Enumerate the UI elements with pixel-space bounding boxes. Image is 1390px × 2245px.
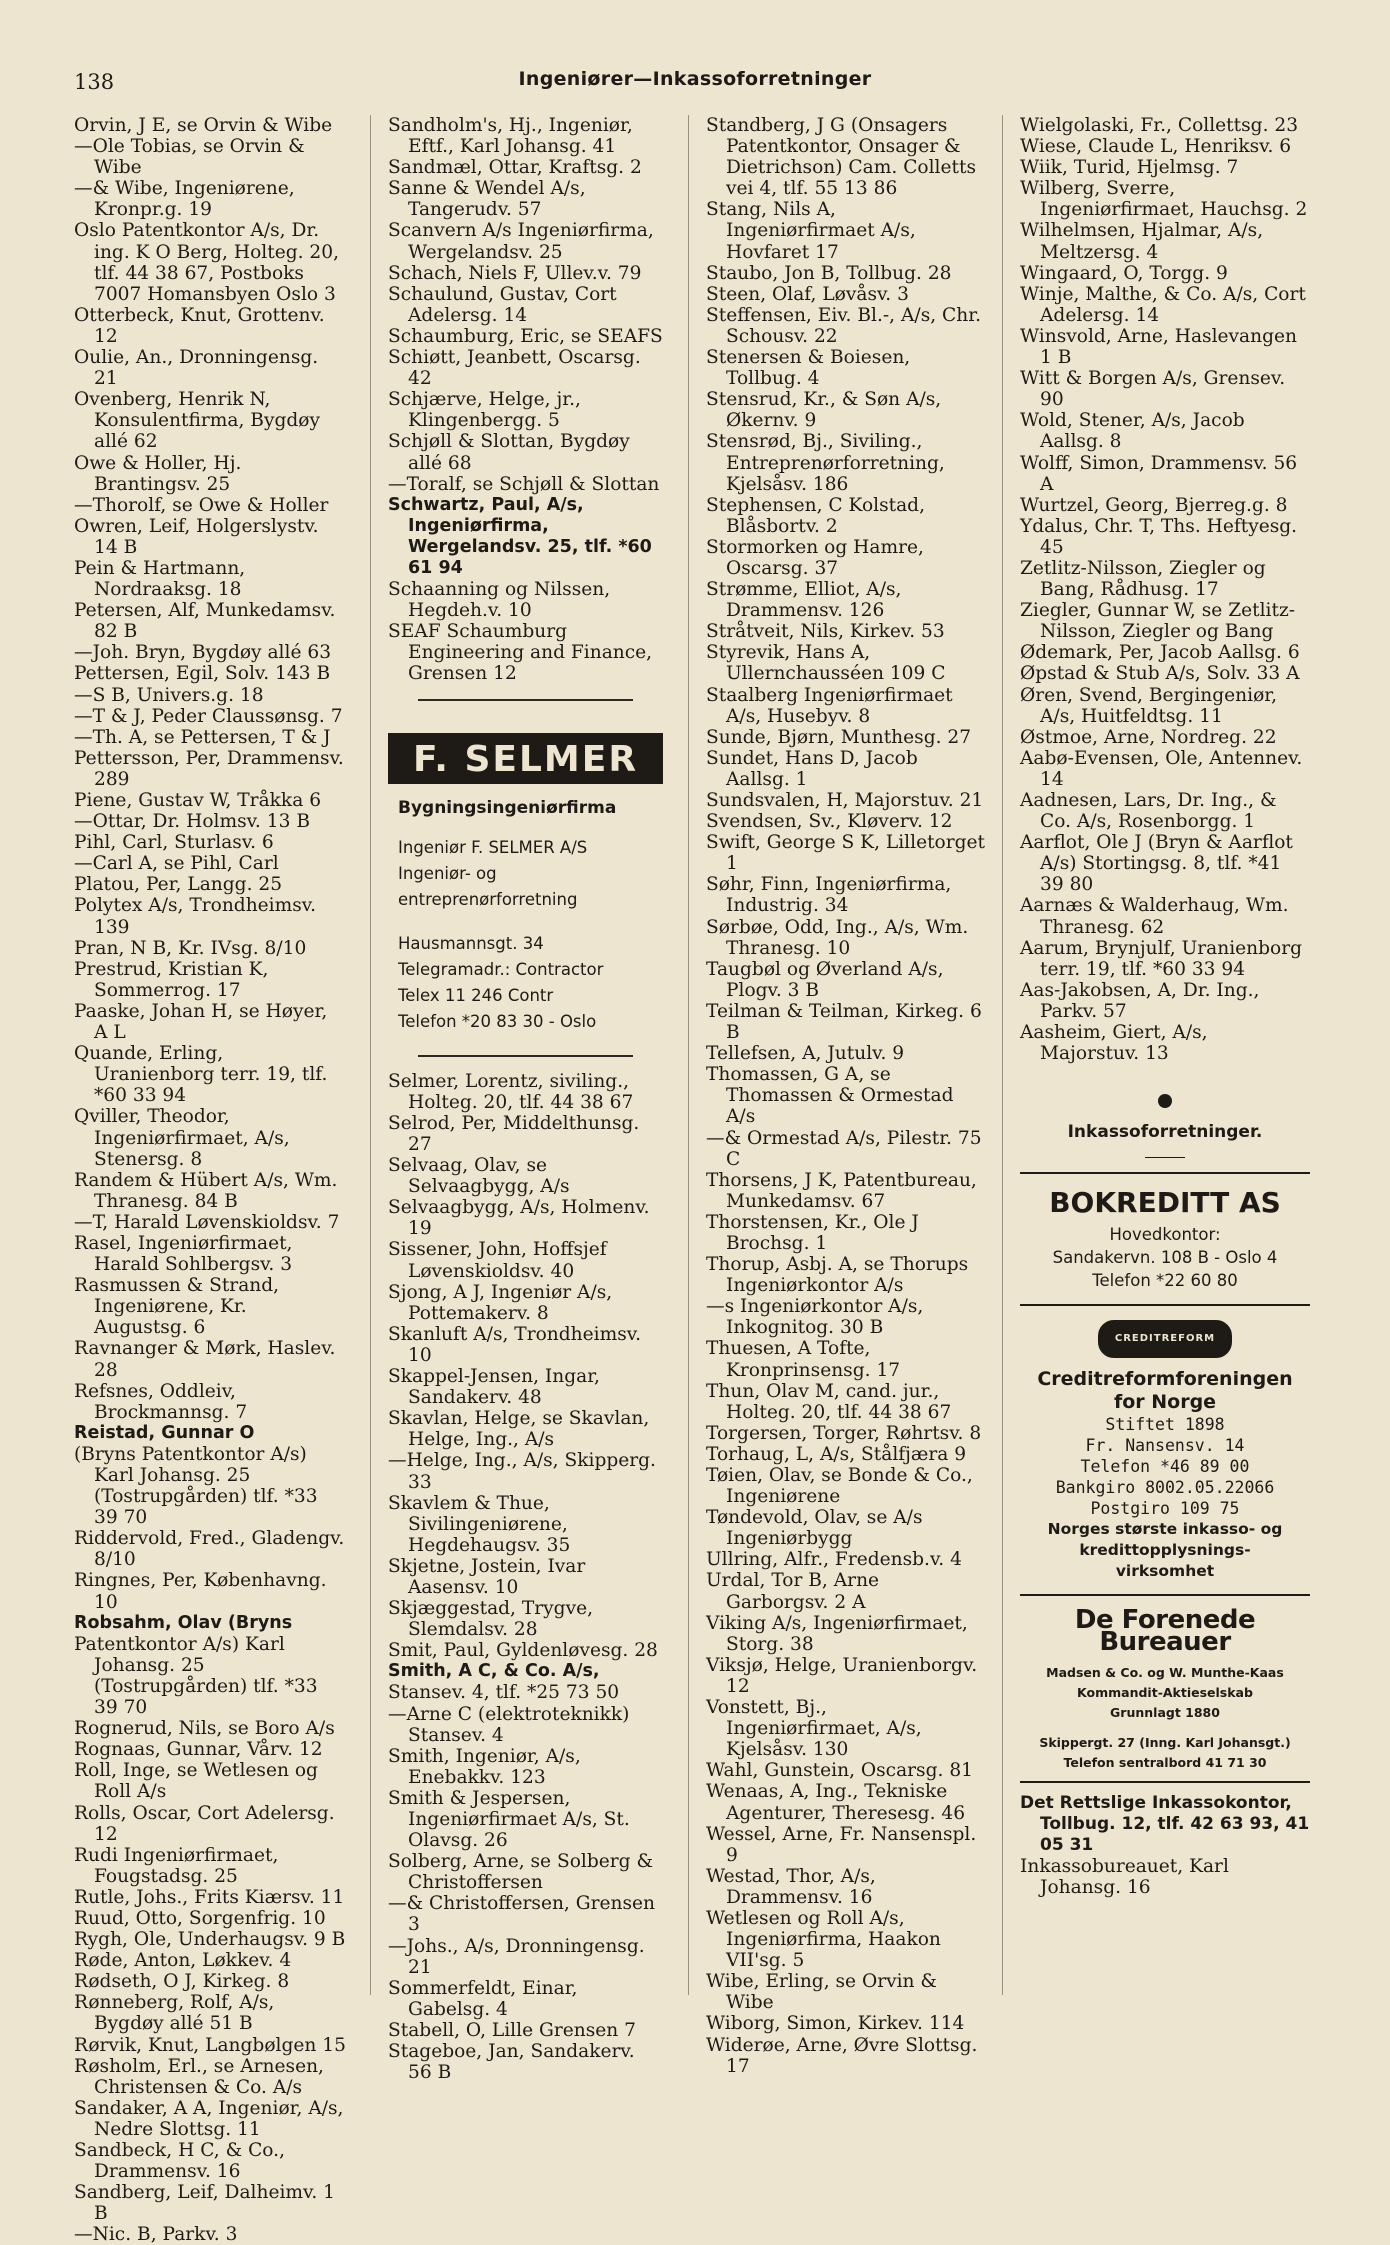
directory-entry: Witt & Borgen A/s, Grensev. 90 [1020,368,1286,411]
directory-entry: Paaske, Johan H, se Høyer, A L [74,1000,328,1044]
directory-entry: Stenersen & Boiesen, Tollbug. 4 [706,347,911,390]
directory-entry: Schaumburg, Eric, se SEAFS [388,325,663,347]
directory-entry: Aarnæs & Walderhaug, Wm. Thranesg. 62 [1020,895,1289,938]
directory-entry: Sandaker, A A, Ingeniør, A/s, Nedre Slottsg. 11 [74,2097,344,2140]
directory-entry: —Joh. Bryn, Bygdøy allé 63 [74,642,332,664]
directory-entry: Wenaas, A, Ing., Tekniske Agenturer, Theresesg. 46 [706,1781,966,1824]
directory-entry: Stang, Nils A, Ingeniørfirmaet A/s, Hovfaret 17 [706,199,916,263]
directory-entry: Schjøll & Slottan, Bygdøy allé 68 [388,431,630,474]
selmer-advertisement [388,715,663,1041]
directory-entry: Sandbeck, H C, & Co., Drammensv. 16 [74,2140,285,2183]
directory-entry: Rognaas, Gunnar, Vårv. 12 [74,1739,323,1761]
page-number: 138 [74,70,115,94]
directory-entry: Selvaagbygg, A/s, Holmenv. 19 [388,1197,650,1240]
directory-entry: Skjetne, Jostein, Ivar Aasensv. 10 [388,1555,586,1598]
directory-entry: Urdal, Tor B, Arne Garborgsv. 2 A [706,1570,880,1613]
selmer-line: Telegramadr.: Contractor [398,959,604,979]
directory-entry: Oslo Patentkontor A/s, Dr. ing. K O Berg, Holteg. 20, tlf. 44 38 67, Postboks 7007 Homansbyen Oslo 3 [74,220,340,305]
ad-line: Grunnlagt 1880 [1110,1704,1220,1720]
ad-line: kredittopplysnings- [1079,1541,1251,1560]
column-divider [370,115,371,1995]
directory-entry: Rygh, Ole, Underhaugsv. 9 B [74,1929,346,1951]
ad-line: Fr. Nansensv. 14 [1085,1436,1245,1456]
section-heading: Inkassoforretninger. [1067,1122,1263,1143]
directory-entry: Torgersen, Torger, Røhrtsv. 8 [706,1422,982,1444]
directory-entry: Steffensen, Eiv. Bl.-, A/s, Chr. Schousv. 22 [706,304,982,347]
directory-entry: Stensrød, Bj., Siviling., Entreprenørforretning, Kjelsåsv. 186 [706,431,945,495]
directory-entry: Swift, George S K, Lilletorget 1 [706,832,986,875]
directory-entry: Sissener, John, Hoffsjef Løvenskioldsv. 40 [388,1239,607,1282]
directory-entry: Rødseth, O J, Kirkeg. 8 [74,1971,290,1993]
directory-entry: Sandberg, Leif, Dalheimv. 1 B [74,2182,336,2225]
directory-entry: Ovenberg, Henrik N, Konsulentfirma, Bygdøy allé 62 [74,389,320,453]
directory-entry: Skanluft A/s, Trondheimsv. 10 [388,1323,641,1366]
directory-entry: Reistad, Gunnar O [74,1422,255,1443]
directory-entry: Platou, Per, Langg. 25 [74,874,283,896]
directory-entry: Øren, Svend, Bergingeniør, A/s, Huitfeldtsg. 11 [1020,684,1278,727]
directory-entry: Staalberg Ingeniørfirmaet A/s, Husebyv. 8 [706,684,953,727]
directory-entry: Rolls, Oscar, Cort Adelersg. 12 [74,1802,335,1845]
directory-entry: Sørbøe, Odd, Ing., A/s, Wm. Thranesg. 10 [706,916,969,959]
column-4 [1020,115,1310,1898]
directory-entry: Standberg, J G (Onsagers Patentkontor, Onsager & Dietrichson) Cam. Colletts vei 4, tlf. 55 13 86 [706,115,976,200]
directory-entry: Tellefsen, A, Jutulv. 9 [706,1043,905,1065]
directory-entry: Selrod, Per, Middelthunsg. 27 [388,1112,640,1155]
ad-line: virksomhet [1115,1562,1215,1581]
directory-entry: Smit, Paul, Gyldenløvesg. 28 [388,1640,658,1662]
directory-entry: Petersen, Alf, Munkedamsv. 82 B [74,600,336,643]
directory-entry: Inkassobureauet, Karl Johansg. 16 [1020,1855,1229,1898]
directory-entry: Sunde, Bjørn, Munthesg. 27 [706,726,972,748]
directory-entry: Sanne & Wendel A/s, Tangerudv. 57 [388,178,586,221]
directory-entry: Pettersson, Per, Drammensv. 289 [74,747,344,790]
section-rule [418,699,633,701]
directory-entry: Sjong, A J, Ingeniør A/s, Pottemakerv. 8 [388,1281,613,1324]
page-title: Ingeniører—Inkassoforretninger [518,68,872,90]
directory-entry: Quande, Erling, Uranienborg terr. 19, tlf. *60 33 94 [74,1043,328,1107]
directory-entry: Piene, Gustav W, Tråkka 6 [74,790,322,811]
directory-entry: Robsahm, Olav (Bryns [74,1612,293,1633]
directory-entry: Sandholm's, Hj., Ingeniør, Eftf., Karl Johansg. 41 [388,115,633,158]
creditreform-title: Creditreformforeningen [1037,1368,1293,1391]
directory-entry: Wiik, Turid, Hjelmsg. 7 [1020,157,1239,179]
directory-entry: Otterbeck, Knut, Grottenv. 12 [74,304,325,347]
selmer-line: Ingeniør F. SELMER A/S [398,837,588,857]
directory-entry: Aadnesen, Lars, Dr. Ing., & Co. A/s, Rosenborgg. 1 [1020,790,1277,833]
directory-entry: Smith, Ingeniør, A/s, Enebakkv. 123 [388,1745,581,1788]
ad-line: Telefon sentralbord 41 71 30 [1063,1754,1267,1770]
directory-entry: Øpstad & Stub A/s, Solv. 33 A [1020,663,1300,685]
selmer-line: Telefon *20 83 30 - Oslo [398,1011,597,1031]
directory-entry: —Carl A, se Pihl, Carl [74,853,279,875]
directory-entry: Røde, Anton, Løkkev. 4 [74,1950,292,1972]
directory-entry: Stensrud, Kr., & Søn A/s, Økernv. 9 [706,389,942,432]
directory-entry: Wessel, Arne, Fr. Nansenspl. 9 [706,1823,977,1866]
directory-entry: Wielgolaski, Fr., Collettsg. 23 [1020,115,1299,136]
directory-entry: Ringnes, Per, Københavng. 10 [74,1570,327,1613]
directory-entry: Tøien, Olav, se Bonde & Co., Ingeniørene [706,1465,973,1508]
directory-entry: Stansev. 4, tlf. *25 73 50 [388,1682,620,1704]
directory-entry: Polytex A/s, Trondheimsv. 139 [74,895,316,938]
creditreform-advertisement [1020,1304,1310,1582]
directory-entry: Ødemark, Per, Jacob Aallsg. 6 [1020,642,1300,664]
directory-entry: Randem & Hübert A/s, Wm. Thranesg. 84 B [74,1169,338,1212]
directory-entry: Viksjø, Helge, Uranienborgv. 12 [706,1654,978,1697]
directory-entry: Schaulund, Gustav, Cort Adelersg. 14 [388,283,617,326]
column-divider [688,115,689,1995]
directory-entry: Rasel, Ingeniørfirmaet, Harald Sohlbergsv. 3 [74,1232,293,1276]
directory-entry: Sundsvalen, H, Majorstuv. 21 [706,790,984,811]
selmer-subtitle: Bygningsingeniørfirma [398,797,617,818]
creditreform-logo: CREDITREFORM [1098,1320,1232,1358]
directory-entry: —& Christoffersen, Grensen 3 [388,1893,655,1936]
directory-entry: Scanvern A/s Ingeniørfirma, Wergelandsv. 25 [388,220,654,263]
directory-entry: Wold, Stener, A/s, Jacob Aallsg. 8 [1020,410,1245,453]
forenede-name: De Forenede Bureauer [1074,1605,1256,1657]
directory-entry: —Toralf, se Schjøll & Slottan [388,473,660,495]
directory-entry: Stråtveit, Nils, Kirkev. 53 [706,621,945,643]
directory-entry: Winsvold, Arne, Haslevangen 1 B [1020,325,1297,369]
directory-entry: (Bryns Patentkontor A/s) Karl Johansg. 25 (Tostrupgården) tlf. *33 39 70 [74,1443,318,1529]
ad-line: Sandakervn. 108 B - Oslo 4 [1052,1248,1278,1268]
directory-entry: Solberg, Arne, se Solberg & Christoffersen [388,1851,654,1894]
directory-entry: Wiese, Claude L, Henriksv. 6 [1020,136,1292,158]
directory-entry: Rasmussen & Strand, Ingeniørene, Kr. Augustsg. 6 [74,1275,280,1339]
directory-entry: Wingaard, O, Torgg. 9 [1020,262,1228,284]
directory-entry: Schiøtt, Jeanbett, Oscarsg. 42 [388,347,641,390]
directory-entry: Qviller, Theodor, Ingeniørfirmaet, A/s, Stenersg. 8 [74,1106,290,1170]
ad-line: Madsen & Co. og W. Munthe-Kaas [1046,1664,1284,1680]
bullet-dot [1158,1094,1172,1108]
directory-entry: Schach, Niels F, Ullev.v. 79 [388,262,642,284]
directory-entry: Widerøe, Arne, Øvre Slottsg. 17 [706,2034,978,2077]
directory-entry: Søhr, Finn, Ingeniørfirma, Industrig. 34 [706,874,952,917]
directory-entry: Strømme, Elliot, A/s, Drammensv. 126 [706,579,902,622]
directory-entry: Thomassen, G A, se Thomassen & Ormestad A/s [706,1064,954,1128]
selmer-line: Hausmannsgt. 34 [398,933,544,953]
directory-entry: Staubo, Jon B, Tollbug. 28 [706,262,952,284]
selmer-line: entreprenørforretning [398,889,578,909]
directory-entry: —S B, Univers.g. 18 [74,684,264,706]
directory-entry: Rørvik, Knut, Langbølgen 15 [74,2034,346,2056]
directory-entry: Sommerfeldt, Einar, Gabelsg. 4 [388,1977,578,2020]
directory-entry: —Arne C (elektroteknikk) Stansev. 4 [388,1703,630,1746]
ad-line: Hovedkontor: [1109,1225,1221,1245]
directory-entry: Wurtzel, Georg, Bjerreg.g. 8 [1020,494,1288,516]
directory-entry: Schaanning og Nilssen, Hegdeh.v. 10 [388,579,611,622]
directory-entry: Refsnes, Oddleiv, Brockmannsg. 7 [74,1380,248,1423]
creditreform-title: for Norge [1113,1391,1217,1414]
directory-entry: Ziegler, Gunnar W, se Zetlitz-Nilsson, Ziegler og Bang [1020,600,1296,643]
directory-entry: Pettersen, Egil, Solv. 143 B [74,663,331,685]
directory-entry: Ydalus, Chr. T, Ths. Heftyesg. 45 [1020,515,1298,558]
directory-entry: Sandmæl, Ottar, Kraftsg. 2 [388,157,642,179]
ad-line: Kommandit-Aktieselskab [1077,1684,1253,1700]
directory-entry: Aarum, Brynjulf, Uranienborg terr. 19, tlf. *60 33 94 [1020,937,1303,980]
directory-entry: Owren, Leif, Holgerslystv. 14 B [74,515,319,558]
directory-entry: Torhaug, L, A/s, Stålfjæra 9 [706,1443,967,1465]
directory-entry: Smith & Jespersen, Ingeniørfirmaet A/s, St. Olavsg. 26 [388,1787,630,1852]
directory-entry: SEAF Schaumburg Engineering and Finance, Grensen 12 [388,621,653,685]
directory-entry: Rudi Ingeniørfirmaet, Fougstadsg. 25 [74,1844,279,1887]
directory-entry: —Ottar, Dr. Holmsv. 13 B [74,811,310,833]
directory-entry: —s Ingeniørkontor A/s, Inkognitog. 30 B [706,1296,924,1339]
ad-line: Stiftet 1898 [1105,1415,1225,1435]
directory-entry: —T, Harald Løvenskioldsv. 7 [74,1211,340,1233]
directory-entry: Svendsen, Sv., Kløverv. 12 [706,811,953,833]
directory-entry: Selvaag, Olav, se Selvaagbygg, A/s [388,1155,570,1198]
directory-entry: Schwartz, Paul, A/s, Ingeniørfirma, Wergelandsv. 25, tlf. *60 61 94 [388,494,652,578]
column-2 [388,115,663,2083]
directory-entry: Taugbøl og Øverland A/s, Plogv. 3 B [706,958,944,1001]
directory-entry: Owe & Holler, Hj. Brantingsv. 25 [74,452,242,495]
directory-entry: Aabø-Evensen, Ole, Antennev. 14 [1020,747,1303,790]
directory-entry: Ravnanger & Mørk, Haslev. 28 [74,1338,336,1381]
directory-entry: Thun, Olav M, cand. jur., Holteg. 20, tlf. 44 38 67 [706,1380,952,1423]
directory-entry: Pihl, Carl, Sturlasv. 6 [74,832,274,854]
selmer-line: Ingeniør- og [398,863,497,883]
directory-entry: Røsholm, Erl., se Arnesen, Christensen & Co. A/s [74,2055,324,2098]
ad-line: Postgiro 109 75 [1090,1499,1240,1519]
directory-entry: Østmoe, Arne, Nordreg. 22 [1020,726,1277,748]
directory-entry: Thorstensen, Kr., Ole J Brochsg. 1 [706,1211,919,1254]
directory-entry: Aasheim, Giert, A/s, Majorstuv. 13 [1020,1022,1208,1065]
bokreditt-advertisement [1020,1172,1310,1292]
short-rule [1145,1157,1185,1158]
directory-entry: Wibe, Erling, se Orvin & Wibe [706,1971,937,2014]
directory-entry: Winje, Malthe, & Co. A/s, Cort Adelersg. 14 [1020,283,1306,326]
directory-entry: Wetlesen og Roll A/s, Ingeniørfirma, Haakon VII'sg. 5 [706,1907,941,1972]
directory-entry: —Helge, Ing., A/s, Skipperg. 33 [388,1450,656,1493]
directory-entry: Westad, Thor, A/s, Drammensv. 16 [706,1865,876,1908]
directory-entry: —& Ormestad A/s, Pilestr. 75 C [706,1127,982,1170]
ad-line: Skippergt. 27 (Inng. Karl Johansgt.) [1039,1734,1291,1750]
directory-entry: Prestrud, Kristian K, Sommerrog. 17 [74,958,269,1001]
directory-entry: Det Rettslige Inkassokontor, Tollbug. 12, tlf. 42 63 93, 41 05 31 [1020,1792,1310,1855]
directory-entry: Pein & Hartmann, Nordraaksg. 18 [74,557,246,601]
directory-entry: Rønneberg, Rolf, A/s, Bygdøy allé 51 B [74,1992,275,2035]
directory-entry: Schjærve, Helge, jr., Klingenbergg. 5 [388,389,581,432]
directory-entry: —T & J, Peder Claussønsg. 7 [74,705,343,727]
directory-entry: Wolff, Simon, Drammensv. 56 A [1020,452,1298,495]
directory-entry: Rutle, Johs., Frits Kiærsv. 11 [74,1886,345,1908]
directory-entry: Skavlan, Helge, se Skavlan, Helge, Ing., A/s [388,1408,650,1451]
directory-entry: Tøndevold, Olav, se A/s Ingeniørbygg [706,1507,923,1550]
directory-entry: Oulie, An., Dronningensg. 21 [74,347,319,390]
section-rule [418,1055,633,1057]
directory-entry: Stephensen, C Kolstad, Blåsbortv. 2 [706,494,925,537]
directory-entry: Thorup, Asbj. A, se Thorups Ingeniørkontor A/s [706,1254,969,1297]
selmer-logo: F. SELMER [388,733,663,784]
column-1 [74,115,346,2245]
directory-entry: Stageboe, Jan, Sandakerv. 56 B [388,2041,635,2084]
column-3 [706,115,986,2077]
directory-entry: Zetlitz-Nilsson, Ziegler og Bang, Rådhusg. 17 [1020,557,1266,601]
directory-entry: Ullring, Alfr., Fredensb.v. 4 [706,1549,962,1571]
directory-entry: Viking A/s, Ingeniørfirmaet, Storg. 38 [706,1612,968,1655]
directory-entry: Patentkontor A/s) Karl Johansg. 25 (Tostrupgården) tlf. *33 39 70 [74,1633,318,1719]
directory-entry: Stormorken og Hamre, Oscarsg. 37 [706,536,924,579]
directory-entry: Selmer, Lorentz, siviling., Holteg. 20, tlf. 44 38 67 [388,1070,634,1113]
directory-entry: Pran, N B, Kr. IVsg. 8/10 [74,937,307,959]
directory-entry: Wilberg, Sverre, Ingeniørfirmaet, Hauchsg. 2 [1020,178,1308,221]
directory-entry: —& Wibe, Ingeniørene, Kronpr.g. 19 [74,178,295,221]
directory-entry: —Th. A, se Pettersen, T & J [74,726,331,748]
directory-entry: —Nic. B, Parkv. 3 [74,2224,238,2245]
forenede-advertisement [1020,1594,1310,1772]
directory-entry: Teilman & Teilman, Kirkeg. 6 B [706,1000,982,1044]
directory-entry: Styrevik, Hans A, Ullernchausséen 109 C [706,642,946,685]
directory-entry: Aas-Jakobsen, A, Dr. Ing., Parkv. 57 [1020,979,1260,1022]
directory-entry: Steen, Olaf, Løvåsv. 3 [706,283,909,305]
directory-entry: —Johs., A/s, Dronningensg. 21 [388,1935,645,1978]
directory-entry: —Ole Tobias, se Orvin & Wibe [74,136,305,179]
directory-entry: Ruud, Otto, Sorgenfrig. 10 [74,1907,326,1929]
selmer-line: Telex 11 246 Contr [398,985,554,1005]
ad-line: Norges største inkasso- og [1047,1520,1283,1539]
directory-entry: Aarflot, Ole J (Bryn & Aarflot A/s) Stortingsg. 8, tlf. *41 39 80 [1020,832,1293,896]
ad-line: Telefon *46 89 00 [1080,1457,1250,1477]
directory-entry: Rognerud, Nils, se Boro A/s [74,1718,335,1740]
directory-entry: Wilhelmsen, Hjalmar, A/s, Meltzersg. 4 [1020,220,1264,263]
directory-entry: Thuesen, A Tofte, Kronprinsensg. 17 [706,1338,901,1381]
inkasso-listings [1020,1781,1310,1898]
directory-entry: Vonstett, Bj., Ingeniørfirmaet, A/s, Kjelsåsv. 130 [706,1697,922,1761]
directory-entry: Thorsens, J K, Patentbureau, Munkedamsv. 67 [706,1169,977,1212]
ad-line: Telefon *22 60 80 [1092,1271,1238,1291]
directory-entry: Wahl, Gunstein, Oscarsg. 81 [706,1760,973,1782]
bokreditt-name: BOKREDITT AS [1049,1186,1281,1220]
directory-entry: Riddervold, Fred., Gladengv. 8/10 [74,1528,345,1571]
directory-entry: Skjæggestad, Trygve, Slemdalsv. 28 [388,1598,593,1641]
column-divider [1002,115,1003,1995]
directory-entry: Sundet, Hans D, Jacob Aallsg. 1 [706,747,918,790]
directory-entry: Orvin, J E, se Orvin & Wibe [74,115,333,136]
directory-entry: Roll, Inge, se Wetlesen og Roll A/s [74,1760,318,1803]
directory-entry: Skappel-Jensen, Ingar, Sandakerv. 48 [388,1366,600,1409]
directory-entry: Stabell, O, Lille Grensen 7 [388,2019,636,2041]
ad-line: Bankgiro 8002.05.22066 [1055,1478,1275,1498]
directory-entry: Skavlem & Thue, Sivilingeniørene, Hegdehaugsv. 35 [388,1492,571,1556]
directory-entry: —Thorolf, se Owe & Holler [74,494,329,516]
directory-entry: Wiborg, Simon, Kirkev. 114 [706,2013,965,2035]
directory-entry: Smith, A C, & Co. A/s, [388,1661,600,1682]
